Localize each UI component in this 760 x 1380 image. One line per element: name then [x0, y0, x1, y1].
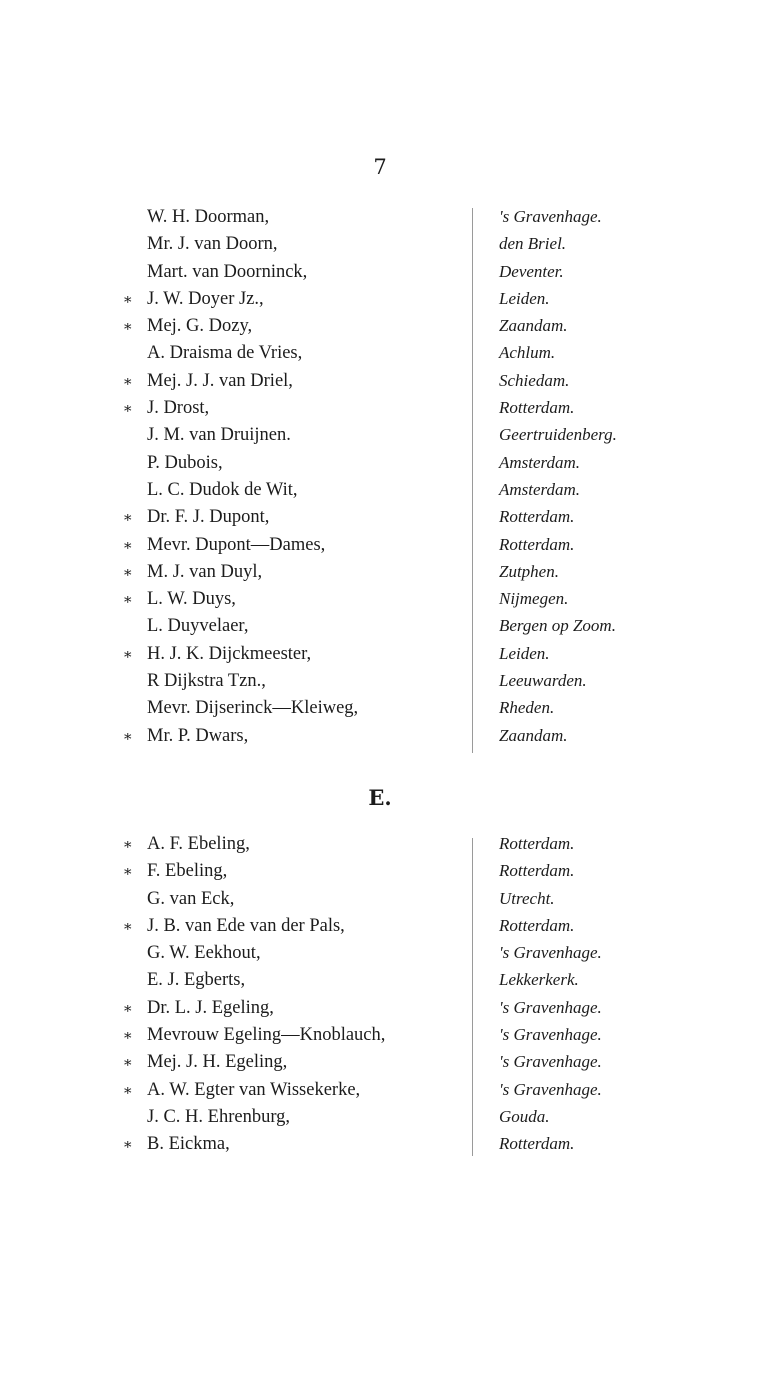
member-place: 's Gravenhage. — [499, 1079, 602, 1099]
member-place: Schiedam. — [499, 370, 570, 390]
list-item — [0, 726, 760, 753]
list-item — [0, 262, 760, 289]
member-name: Mr. P. Dwars, — [147, 725, 249, 746]
list-item — [0, 834, 760, 861]
member-place: 's Gravenhage. — [499, 1052, 602, 1072]
member-name: Dr. L. J. Egeling, — [147, 997, 274, 1018]
member-marker: * — [124, 865, 132, 884]
member-place: Zutphen. — [499, 561, 559, 581]
member-name: J. M. van Druijnen. — [147, 425, 291, 446]
member-place: Zaandam. — [499, 725, 568, 745]
member-name: A. Draisma de Vries, — [147, 343, 303, 364]
member-name: Mart. van Doorninck, — [147, 261, 308, 282]
member-place: 's Gravenhage. — [499, 997, 602, 1017]
list-item — [0, 889, 760, 916]
list-item — [0, 916, 760, 943]
member-place: 's Gravenhage. — [499, 207, 602, 226]
member-marker: * — [124, 838, 132, 856]
section-heading-e: E. — [368, 785, 392, 810]
list-item — [0, 943, 760, 970]
member-place: Rotterdam. — [499, 861, 575, 881]
member-name: Mr. J. van Doorn, — [147, 234, 278, 255]
member-name: L. C. Dudok de Wit, — [147, 479, 298, 500]
member-name: A. W. Egter van Wissekerke, — [147, 1079, 361, 1100]
member-marker: * — [124, 511, 132, 530]
list-item — [0, 1025, 760, 1052]
member-name: J. W. Doyer Jz., — [147, 288, 264, 309]
member-name: Mej. J. J. van Driel, — [147, 370, 293, 391]
list-item — [0, 507, 760, 534]
member-name: Mevr. Dupont—Dames, — [147, 534, 326, 555]
member-name: B. Eickma, — [147, 1134, 230, 1155]
member-place: Rotterdam. — [499, 534, 575, 554]
list-item — [0, 316, 760, 343]
member-name: E. J. Egberts, — [147, 970, 246, 991]
member-place: Rotterdam. — [499, 915, 575, 935]
member-name: W. H. Doorman, — [147, 207, 270, 227]
member-place: Rotterdam. — [499, 834, 575, 853]
member-marker: * — [124, 320, 132, 339]
list-item — [0, 234, 760, 261]
list-item — [0, 1052, 760, 1079]
list-item — [0, 480, 760, 507]
member-marker: * — [124, 402, 132, 421]
member-marker: * — [124, 1083, 132, 1102]
member-name: P. Dubois, — [147, 452, 223, 473]
member-name: A. F. Ebeling, — [147, 834, 250, 854]
list-item — [0, 1107, 760, 1134]
member-place: Deventer. — [499, 261, 564, 281]
member-name: L. W. Duys, — [147, 589, 236, 610]
member-name: J. B. van Ede van der Pals, — [147, 915, 345, 936]
member-place: Amsterdam. — [499, 452, 581, 472]
member-place: Nijmegen. — [499, 589, 569, 609]
list-item — [0, 998, 760, 1025]
list-item — [0, 371, 760, 398]
member-name: J. C. H. Ehrenburg, — [147, 1106, 291, 1127]
list-item — [0, 535, 760, 562]
member-name: Mej. G. Dozy, — [147, 316, 253, 337]
members-list-d — [0, 207, 760, 753]
list-item — [0, 289, 760, 316]
list-item — [0, 398, 760, 425]
list-item — [0, 562, 760, 589]
member-name: L. Duyvelaer, — [147, 616, 249, 637]
member-name: R Dijkstra Tzn., — [147, 671, 266, 692]
list-item — [0, 589, 760, 616]
list-item — [0, 1080, 760, 1107]
member-place: Leeuwarden. — [499, 671, 587, 691]
list-item — [0, 698, 760, 725]
member-place: Bergen op Zoom. — [499, 616, 616, 636]
list-item — [0, 861, 760, 888]
list-item — [0, 1134, 760, 1161]
member-place: Amsterdam. — [499, 479, 581, 499]
member-name: Mevrouw Egeling—Knoblauch, — [147, 1025, 386, 1046]
member-marker: * — [124, 647, 132, 666]
member-marker: * — [124, 729, 132, 748]
member-place: 's Gravenhage. — [499, 1025, 602, 1045]
list-item — [0, 425, 760, 452]
member-marker: * — [124, 374, 132, 393]
member-place: Leiden. — [499, 643, 550, 663]
member-place: Rheden. — [499, 698, 555, 718]
member-marker: * — [124, 593, 132, 612]
member-name: M. J. van Duyl, — [147, 561, 263, 582]
member-name: Dr. F. J. Dupont, — [147, 507, 270, 528]
member-place: Achlum. — [499, 343, 556, 363]
member-marker: * — [124, 919, 132, 938]
member-place: Geertruidenberg. — [499, 425, 617, 445]
member-place: Rotterdam. — [499, 398, 575, 418]
member-name: Mej. J. H. Egeling, — [147, 1052, 288, 1073]
member-marker: * — [124, 1029, 132, 1048]
list-item — [0, 207, 760, 234]
member-place: Zaandam. — [499, 316, 568, 336]
member-marker: * — [124, 565, 132, 584]
members-list-e — [0, 834, 760, 1162]
member-name: Mevr. Dijserinck—Kleiweg, — [147, 698, 359, 719]
list-item — [0, 671, 760, 698]
member-place: Gouda. — [499, 1106, 550, 1126]
list-item — [0, 970, 760, 997]
member-marker: * — [124, 292, 132, 311]
list-item — [0, 644, 760, 671]
member-place: Lekkerkerk. — [499, 970, 579, 990]
member-name: F. Ebeling, — [147, 861, 228, 882]
member-place: Utrecht. — [499, 888, 555, 908]
member-place: Rotterdam. — [499, 1134, 575, 1154]
member-name: H. J. K. Dijckmeester, — [147, 643, 312, 664]
member-marker: * — [124, 1138, 132, 1157]
member-marker: * — [124, 1001, 132, 1020]
member-place: Leiden. — [499, 288, 550, 308]
page-number: 7 — [373, 155, 387, 179]
member-place: 's Gravenhage. — [499, 943, 602, 963]
member-name: G. W. Eekhout, — [147, 943, 261, 964]
member-marker: * — [124, 1056, 132, 1075]
member-name: J. Drost, — [147, 398, 210, 419]
member-name: G. van Eck, — [147, 888, 235, 909]
member-place: Rotterdam. — [499, 507, 575, 527]
list-item — [0, 453, 760, 480]
member-marker: * — [124, 538, 132, 557]
member-place: den Briel. — [499, 234, 567, 254]
list-item — [0, 343, 760, 370]
list-item — [0, 616, 760, 643]
